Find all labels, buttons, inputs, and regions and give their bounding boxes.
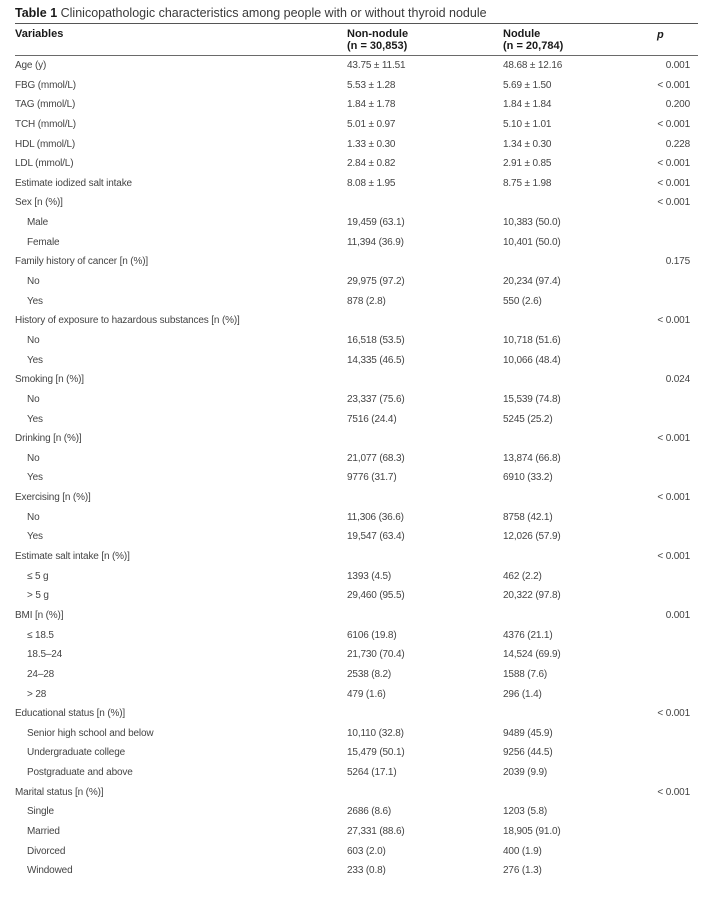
cell-nodule: 1588 (7.6) [503, 668, 548, 680]
cell-non-nodule: 23,337 (75.6) [347, 393, 405, 405]
cell-nodule: 5245 (25.2) [503, 413, 553, 425]
table-row [0, 272, 716, 292]
cell-p-value: < 0.001 [657, 197, 690, 209]
cell-nodule: 10,066 (48.4) [503, 354, 561, 366]
header-non-nodule-count: (n = 30,853) [347, 40, 408, 52]
table-row [0, 842, 716, 862]
cell-nodule: 1203 (5.8) [503, 806, 548, 818]
table-row [0, 311, 716, 331]
table-row [0, 56, 716, 76]
cell-non-nodule: 27,331 (88.6) [347, 825, 405, 837]
cell-variable: FBG (mmol/L) [15, 79, 76, 91]
cell-nodule: 400 (1.9) [503, 845, 542, 857]
cell-non-nodule: 9776 (31.7) [347, 472, 397, 484]
cell-p-value: 0.175 [665, 256, 690, 268]
cell-variable: No [27, 393, 40, 405]
table-row [0, 724, 716, 744]
table-row [0, 410, 716, 430]
cell-nodule: 5.69 ± 1.50 [503, 79, 552, 91]
cell-nodule: 8758 (42.1) [503, 511, 553, 523]
cell-non-nodule: 29,460 (95.5) [347, 590, 405, 602]
header-non-nodule-label: Non-nodule [347, 28, 409, 40]
cell-nodule: 20,322 (97.8) [503, 590, 561, 602]
cell-variable: LDL (mmol/L) [15, 158, 74, 170]
cell-p-value: 0.001 [665, 60, 690, 71]
cell-non-nodule: 14,335 (46.5) [347, 354, 405, 366]
cell-p-value: 0.024 [665, 374, 690, 386]
cell-variable: Female [27, 236, 60, 248]
cell-variable: HDL (mmol/L) [15, 138, 76, 150]
cell-variable: Smoking [n (%)] [15, 374, 84, 386]
cell-variable: Divorced [27, 845, 66, 857]
cell-variable: 18.5–24 [27, 649, 63, 661]
cell-variable: TCH (mmol/L) [15, 118, 76, 130]
table-row [0, 468, 716, 488]
table-row [0, 429, 716, 449]
cell-p-value: < 0.001 [657, 786, 690, 798]
cell-variable: No [27, 334, 40, 346]
cell-nodule: 48.68 ± 12.16 [503, 60, 563, 71]
cell-variable: Age (y) [15, 60, 47, 71]
table-row [0, 665, 716, 685]
cell-non-nodule: 29,975 (97.2) [347, 276, 405, 288]
cell-variable: TAG (mmol/L) [15, 99, 76, 111]
cell-nodule: 10,718 (51.6) [503, 334, 561, 346]
cell-variable: Yes [27, 472, 43, 484]
cell-variable: BMI [n (%)] [15, 609, 64, 621]
cell-p-value: < 0.001 [657, 433, 690, 445]
table-row [0, 233, 716, 253]
cell-nodule: 12,026 (57.9) [503, 531, 561, 543]
cell-non-nodule: 6106 (19.8) [347, 629, 397, 641]
table-row [0, 567, 716, 587]
cell-non-nodule: 16,518 (53.5) [347, 334, 405, 346]
table-row [0, 370, 716, 390]
cell-non-nodule: 5264 (17.1) [347, 767, 397, 779]
cell-non-nodule: 19,547 (63.4) [347, 531, 405, 543]
cell-non-nodule: 21,077 (68.3) [347, 452, 405, 464]
cell-non-nodule: 603 (2.0) [347, 845, 386, 857]
cell-nodule: 20,234 (97.4) [503, 276, 561, 288]
cell-variable: Yes [27, 413, 43, 425]
cell-nodule: 1.34 ± 0.30 [503, 138, 552, 150]
table-row [0, 488, 716, 508]
cell-non-nodule: 1.84 ± 1.78 [347, 99, 396, 111]
cell-nodule: 9256 (44.5) [503, 747, 553, 759]
cell-non-nodule: 479 (1.6) [347, 688, 386, 700]
cell-non-nodule: 233 (0.8) [347, 865, 386, 877]
table-row [0, 802, 716, 822]
cell-nodule: 18,905 (91.0) [503, 825, 561, 837]
cell-variable: Drinking [n (%)] [15, 433, 82, 445]
table-row [0, 606, 716, 626]
cell-variable: Married [27, 825, 60, 837]
table-row [0, 449, 716, 469]
cell-variable: > 5 g [27, 590, 49, 602]
cell-non-nodule: 2686 (8.6) [347, 806, 392, 818]
cell-variable: No [27, 511, 40, 523]
cell-variable: Yes [27, 295, 43, 307]
header-non-nodule [347, 28, 408, 52]
cell-p-value: 0.001 [665, 609, 690, 621]
table-row [0, 213, 716, 233]
table-row [0, 763, 716, 783]
cell-nodule: 10,401 (50.0) [503, 236, 561, 248]
table-row [0, 174, 716, 194]
cell-variable: Yes [27, 354, 43, 366]
cell-nodule: 276 (1.3) [503, 865, 542, 877]
cell-variable: Windowed [27, 865, 73, 877]
table-row [0, 95, 716, 115]
table-row [0, 547, 716, 567]
cell-nodule: 550 (2.6) [503, 295, 542, 307]
table-row [0, 527, 716, 547]
cell-variable: 24–28 [27, 668, 55, 680]
cell-nodule: 462 (2.2) [503, 570, 542, 582]
table-row [0, 292, 716, 312]
cell-non-nodule: 15,479 (50.1) [347, 747, 405, 759]
cell-nodule: 2039 (9.9) [503, 767, 548, 779]
table-row [0, 822, 716, 842]
cell-variable: > 28 [27, 688, 47, 700]
cell-non-nodule: 11,394 (36.9) [347, 236, 404, 248]
table-row [0, 154, 716, 174]
cell-variable: Yes [27, 531, 43, 543]
cell-p-value: < 0.001 [657, 158, 690, 170]
table-top-rule [15, 23, 698, 24]
cell-variable: Senior high school and below [27, 727, 154, 739]
cell-variable: Exercising [n (%)] [15, 492, 91, 504]
cell-variable: Family history of cancer [n (%)] [15, 256, 149, 268]
cell-variable: Sex [n (%)] [15, 197, 63, 209]
cell-variable: ≤ 18.5 [27, 629, 54, 641]
table-row [0, 626, 716, 646]
cell-p-value: 0.200 [665, 99, 690, 111]
cell-nodule: 296 (1.4) [503, 688, 542, 700]
cell-non-nodule: 19,459 (63.1) [347, 217, 405, 229]
table-row [0, 331, 716, 351]
cell-nodule: 15,539 (74.8) [503, 393, 561, 405]
cell-nodule: 1.84 ± 1.84 [503, 99, 552, 111]
cell-non-nodule: 7516 (24.4) [347, 413, 397, 425]
cell-p-value: < 0.001 [657, 315, 690, 327]
table-caption-text: Clinicopathologic characteristics among people with or without thyroid nodule [57, 6, 487, 20]
cell-non-nodule: 2538 (8.2) [347, 668, 392, 680]
cell-p-value: 0.228 [665, 138, 690, 150]
table-row [0, 115, 716, 135]
cell-non-nodule: 878 (2.8) [347, 295, 386, 307]
cell-nodule: 6910 (33.2) [503, 472, 553, 484]
cell-non-nodule: 5.01 ± 0.97 [347, 118, 396, 130]
cell-p-value: < 0.001 [657, 492, 690, 504]
cell-variable: Educational status [n (%)] [15, 708, 126, 720]
cell-variable: History of exposure to hazardous substances [n (%)] [15, 315, 240, 327]
table-row [0, 645, 716, 665]
cell-non-nodule: 10,110 (32.8) [347, 727, 404, 739]
cell-p-value: < 0.001 [657, 79, 690, 91]
cell-nodule: 2.91 ± 0.85 [503, 158, 552, 170]
cell-non-nodule: 21,730 (70.4) [347, 649, 405, 661]
table-row [0, 193, 716, 213]
cell-non-nodule: 11,306 (36.6) [347, 511, 404, 523]
cell-nodule: 10,383 (50.0) [503, 217, 561, 229]
header-nodule-count: (n = 20,784) [503, 40, 564, 52]
cell-non-nodule: 43.75 ± 11.51 [347, 60, 406, 71]
table-row [0, 586, 716, 606]
header-nodule-label: Nodule [503, 28, 541, 40]
header-p-value: p [657, 29, 664, 41]
table-body [0, 56, 716, 881]
table-row [0, 685, 716, 705]
cell-variable: No [27, 276, 40, 288]
cell-p-value: < 0.001 [657, 177, 690, 189]
table-caption-label: Table 1 [15, 6, 58, 20]
cell-p-value: < 0.001 [657, 551, 690, 563]
cell-variable: Postgraduate and above [27, 767, 133, 779]
table-row [0, 704, 716, 724]
cell-nodule: 4376 (21.1) [503, 629, 553, 641]
cell-non-nodule: 1393 (4.5) [347, 570, 392, 582]
cell-variable: Single [27, 806, 54, 818]
cell-p-value: < 0.001 [657, 118, 690, 130]
table-row [0, 783, 716, 803]
header-variables: Variables [15, 28, 64, 40]
table-row [0, 743, 716, 763]
cell-non-nodule: 2.84 ± 0.82 [347, 158, 396, 170]
cell-variable: Marital status [n (%)] [15, 786, 104, 798]
cell-p-value: < 0.001 [657, 708, 690, 720]
table-row [0, 861, 716, 881]
cell-non-nodule: 5.53 ± 1.28 [347, 79, 396, 91]
cell-variable: Undergraduate college [27, 747, 126, 759]
cell-nodule: 14,524 (69.9) [503, 649, 561, 661]
cell-non-nodule: 1.33 ± 0.30 [347, 138, 396, 150]
table-row [0, 135, 716, 155]
table-row [0, 252, 716, 272]
table-row [0, 508, 716, 528]
cell-variable: Estimate iodized salt intake [15, 177, 132, 189]
cell-variable: No [27, 452, 40, 464]
cell-non-nodule: 8.08 ± 1.95 [347, 177, 396, 189]
table-row [0, 390, 716, 410]
cell-nodule: 13,874 (66.8) [503, 452, 561, 464]
cell-variable: Estimate salt intake [n (%)] [15, 551, 130, 563]
table-row [0, 351, 716, 371]
header-nodule [503, 28, 563, 52]
cell-nodule: 5.10 ± 1.01 [503, 118, 552, 130]
cell-variable: Male [27, 217, 49, 229]
cell-variable: ≤ 5 g [27, 570, 49, 582]
table-caption [15, 6, 487, 20]
cell-nodule: 9489 (45.9) [503, 727, 553, 739]
table-row [0, 76, 716, 96]
cell-nodule: 8.75 ± 1.98 [503, 177, 552, 189]
